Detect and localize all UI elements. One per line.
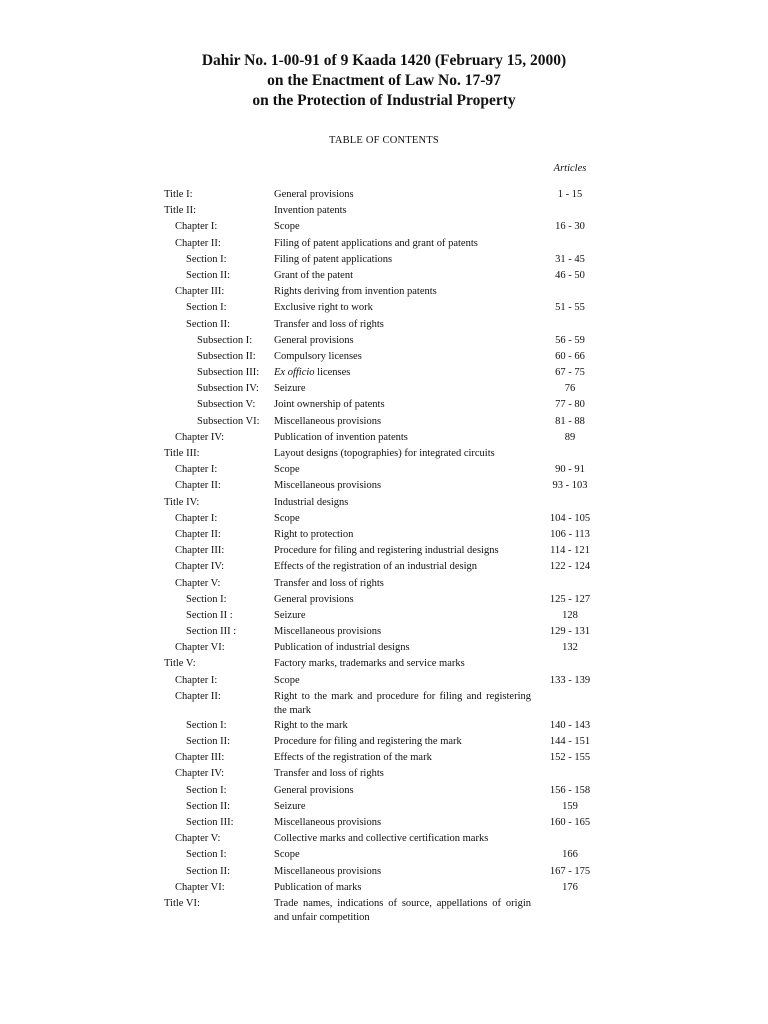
toc-row	[0, 431, 768, 447]
toc-label: Section I:	[186, 593, 227, 605]
toc-label: Section I:	[186, 849, 227, 861]
toc-row	[0, 447, 768, 463]
toc-description	[274, 366, 531, 380]
toc-label: Subsection IV:	[197, 383, 259, 395]
toc-description: Miscellaneous provisions	[274, 816, 382, 828]
toc-row	[0, 865, 768, 881]
toc-description-emphasis: Ex officio	[274, 367, 315, 379]
toc-description: Invention patents	[274, 205, 347, 217]
toc-label: Chapter V:	[175, 577, 221, 589]
toc-row	[0, 897, 768, 926]
toc-label: Chapter III:	[175, 286, 225, 298]
toc-description: Right to protection	[274, 528, 354, 540]
toc-label: Title IV:	[164, 496, 200, 508]
toc-articles: 46 - 50	[555, 269, 585, 281]
toc-articles: 140 - 143	[549, 719, 591, 731]
toc-label: Chapter VI:	[175, 642, 225, 654]
toc-description: Miscellaneous provisions	[274, 865, 382, 877]
document-title	[0, 51, 768, 111]
toc-label: Section I:	[186, 719, 227, 731]
toc-row	[0, 641, 768, 657]
toc-row	[0, 767, 768, 783]
toc-articles: 156 - 158	[549, 784, 591, 796]
toc-description: Transfer and loss of rights	[274, 318, 384, 330]
toc-label: Chapter II:	[175, 528, 221, 540]
toc-articles: 60 - 66	[555, 350, 585, 362]
toc-description: Procedure for filing and registering the mark	[274, 736, 462, 747]
toc-description: Transfer and loss of rights	[274, 768, 384, 780]
toc-label: Title V:	[164, 658, 196, 670]
toc-articles: 56 - 59	[555, 334, 585, 346]
toc-label: Section III:	[186, 816, 234, 828]
title-line-2: on the Enactment of Law No. 17-97	[267, 72, 501, 89]
toc-label: Title III:	[164, 448, 200, 459]
toc-description: Seizure	[274, 609, 306, 621]
toc-articles: 114 - 121	[550, 545, 590, 557]
toc-label: Section III :	[186, 626, 237, 638]
toc-articles: 16 - 30	[555, 221, 585, 233]
toc-articles: 81 - 88	[555, 415, 585, 427]
toc-row	[0, 382, 768, 398]
toc-description: Exclusive right to work	[274, 302, 373, 314]
toc-articles: 89	[564, 431, 576, 443]
toc-label: Chapter II:	[175, 690, 221, 702]
toc-row	[0, 204, 768, 220]
toc-row	[0, 285, 768, 301]
toc-row	[0, 609, 768, 625]
toc-row	[0, 237, 768, 253]
toc-row	[0, 544, 768, 560]
toc-description: Publication of marks	[274, 881, 362, 893]
toc-description: Joint ownership of patents	[274, 399, 385, 411]
toc-label: Chapter IV:	[175, 431, 225, 443]
table-of-contents	[0, 188, 768, 926]
toc-row	[0, 528, 768, 544]
toc-articles: 125 - 127	[549, 593, 591, 605]
toc-row	[0, 415, 768, 431]
toc-articles: 67 - 75	[555, 367, 585, 379]
toc-description: Compulsory licenses	[274, 350, 362, 362]
toc-label: Section II:	[186, 800, 231, 812]
toc-description: Scope	[274, 464, 300, 476]
toc-description: Right to the mark and procedure for filing and registering the mark	[274, 690, 531, 716]
toc-row	[0, 269, 768, 285]
toc-articles: 51 - 55	[555, 302, 585, 314]
toc-articles: 167 - 175	[549, 865, 591, 877]
toc-row	[0, 366, 768, 382]
toc-label: Section II:	[186, 865, 231, 877]
toc-label: Section II:	[186, 736, 231, 747]
toc-description: Rights deriving from invention patents	[274, 286, 437, 298]
toc-description: Transfer and loss of rights	[274, 577, 384, 589]
articles-column-header: Articles	[553, 163, 587, 174]
toc-description: Trade names, indications of source, appellations of origin and unfair competition	[274, 897, 531, 923]
toc-heading: TABLE OF CONTENTS	[329, 135, 439, 146]
toc-row	[0, 593, 768, 609]
toc-articles: 31 - 45	[555, 253, 585, 265]
toc-articles: 77 - 80	[555, 399, 585, 411]
toc-row	[0, 463, 768, 479]
toc-label: Section II:	[186, 318, 231, 330]
toc-row	[0, 398, 768, 414]
toc-articles: 129 - 131	[549, 626, 591, 638]
toc-articles: 166	[562, 849, 578, 861]
toc-description: Publication of industrial designs	[274, 642, 410, 654]
toc-row	[0, 832, 768, 848]
toc-row	[0, 318, 768, 334]
toc-row	[0, 690, 768, 719]
toc-label: Subsection VI:	[197, 415, 260, 427]
toc-row	[0, 848, 768, 864]
toc-description: Miscellaneous provisions	[274, 626, 382, 638]
toc-row	[0, 800, 768, 816]
toc-description: Industrial designs	[274, 496, 349, 508]
toc-label: Chapter III:	[175, 752, 225, 764]
toc-row	[0, 560, 768, 576]
toc-description: Grant of the patent	[274, 269, 354, 281]
toc-label: Subsection I:	[197, 334, 253, 346]
toc-row	[0, 220, 768, 236]
toc-row	[0, 253, 768, 269]
toc-description: General provisions	[274, 189, 354, 200]
toc-description: Right to the mark	[274, 719, 348, 731]
title-line-3: on the Protection of Industrial Property	[252, 92, 516, 109]
toc-articles: 152 - 155	[549, 752, 591, 764]
toc-row	[0, 657, 768, 673]
toc-articles: 128	[562, 609, 578, 621]
toc-label: Chapter II:	[175, 480, 221, 492]
toc-label: Chapter II:	[175, 237, 221, 249]
toc-label: Subsection II:	[197, 350, 256, 362]
toc-label: Section II:	[186, 269, 231, 281]
toc-description: Layout designs (topographies) for integrated circuits	[274, 448, 495, 459]
toc-description: Effects of the registration of an industrial design	[274, 561, 478, 573]
toc-description: Scope	[274, 674, 300, 686]
toc-description: Miscellaneous provisions	[274, 480, 382, 492]
toc-articles: 160 - 165	[549, 816, 591, 828]
toc-row	[0, 334, 768, 350]
toc-row	[0, 350, 768, 366]
toc-description: Seizure	[274, 383, 306, 395]
toc-label: Section I:	[186, 302, 227, 314]
toc-label: Title I:	[164, 189, 193, 200]
toc-description-text: licenses	[314, 367, 351, 379]
toc-row	[0, 751, 768, 767]
toc-label: Chapter IV:	[175, 561, 225, 573]
toc-row	[0, 625, 768, 641]
toc-description: General provisions	[274, 593, 354, 605]
toc-row	[0, 674, 768, 690]
toc-label: Chapter VI:	[175, 881, 225, 893]
toc-row	[0, 188, 768, 204]
toc-row	[0, 577, 768, 593]
toc-description: Scope	[274, 221, 300, 233]
toc-description: Filing of patent applications and grant of patents	[274, 237, 478, 249]
toc-label: Section II :	[186, 609, 233, 621]
toc-label: Section I:	[186, 253, 227, 265]
toc-label: Chapter I:	[175, 464, 218, 476]
toc-label: Chapter I:	[175, 221, 218, 233]
toc-articles: 133 - 139	[549, 674, 591, 686]
toc-articles: 104 - 105	[549, 512, 591, 524]
toc-label: Subsection V:	[197, 399, 256, 411]
toc-row	[0, 816, 768, 832]
title-line-1: Dahir No. 1-00-91 of 9 Kaada 1420 (February 15, 2000)	[201, 52, 567, 69]
toc-articles: 159	[562, 800, 578, 812]
toc-articles: 93 - 103	[552, 480, 588, 492]
toc-row	[0, 784, 768, 800]
toc-description: General provisions	[274, 784, 354, 796]
toc-label: Chapter V:	[175, 833, 221, 845]
toc-label: Chapter III:	[175, 545, 225, 557]
toc-articles: 176	[562, 881, 578, 893]
toc-articles: 1 - 15	[557, 189, 583, 200]
toc-description: Scope	[274, 849, 300, 861]
toc-label: Chapter I:	[175, 674, 218, 686]
toc-description: Procedure for filing and registering industrial designs	[274, 545, 499, 557]
toc-label: Section I:	[186, 784, 227, 796]
toc-articles: 144 - 151	[549, 736, 591, 747]
toc-articles: 90 - 91	[555, 464, 585, 476]
toc-label: Chapter IV:	[175, 768, 225, 780]
toc-description: Collective marks and collective certification marks	[274, 833, 489, 845]
toc-row	[0, 479, 768, 495]
toc-row	[0, 719, 768, 735]
toc-row	[0, 512, 768, 528]
toc-articles: 132	[562, 642, 578, 654]
toc-description: General provisions	[274, 334, 354, 346]
toc-description: Seizure	[274, 800, 306, 812]
toc-label: Chapter I:	[175, 512, 218, 524]
toc-articles: 122 - 124	[549, 561, 591, 573]
toc-description: Factory marks, trademarks and service marks	[274, 658, 465, 670]
toc-row	[0, 301, 768, 317]
toc-articles: 76	[564, 383, 576, 395]
toc-row	[0, 735, 768, 751]
toc-description: Effects of the registration of the mark	[274, 752, 432, 764]
toc-description: Miscellaneous provisions	[274, 415, 382, 427]
toc-description: Filing of patent applications	[274, 253, 393, 265]
toc-label: Title VI:	[164, 897, 200, 909]
toc-row	[0, 881, 768, 897]
toc-label: Subsection III:	[197, 367, 260, 379]
toc-row	[0, 496, 768, 512]
toc-description: Scope	[274, 512, 300, 524]
toc-label: Title II:	[164, 205, 196, 217]
toc-articles: 106 - 113	[550, 528, 590, 540]
toc-description: Publication of invention patents	[274, 431, 408, 443]
